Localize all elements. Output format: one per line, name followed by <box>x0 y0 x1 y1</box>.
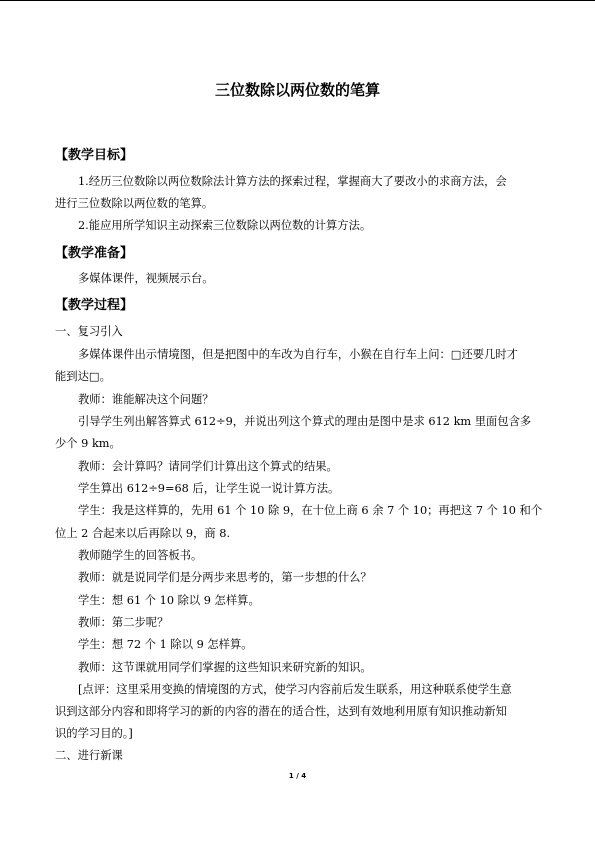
top-border-line <box>0 0 595 1</box>
comment-line: 识的学习目的。] <box>55 727 133 740</box>
prep-line: 多媒体课件，视频展示台。 <box>78 272 214 285</box>
paragraph-line: 位上 2 合起来以后再除以 9，商 8. <box>55 527 231 540</box>
paragraph-line: 学生：我是这样算的，先用 61 个 10 除 9，在十位上商 6 余 7 个 10；再把这 7 个 10 和个 <box>78 504 543 517</box>
paragraph-line: 教师：第二步呢？ <box>78 616 169 629</box>
paragraph-line: 教师：就是说同学们是分两步来思考的，第一步想的什么？ <box>78 571 372 584</box>
section-heading-review: 一、复习引入 <box>55 325 123 338</box>
paragraph-line: 能到达□。 <box>55 370 111 383</box>
paragraph-line: 学生算出 612÷9=68 后，让学生说一说计算方法。 <box>78 482 340 495</box>
heading-teaching-goals: 【教学目标】 <box>55 148 134 163</box>
page-number: 1 / 4 <box>288 772 307 780</box>
section-heading-new-lesson: 二、进行新课 <box>55 749 123 762</box>
comment-line: [点评：这里采用变换的情境图的方式，使学习内容前后发生联系，用这种联系使学生意 <box>78 683 512 696</box>
paragraph-line: 教师：会计算吗？请同学们计算出这个算式的结果。 <box>78 460 338 473</box>
paragraph-line: 多媒体课件出示情境图，但是把图中的车改为自行车，小猴在自行车上问：□还要几时才 <box>78 348 518 361</box>
goal-line-2: 进行三位数除以两位数的笔算。 <box>55 197 214 210</box>
paragraph-line: 教师：这节课就用同学们掌握的这些知识来研究新的知识。 <box>78 661 372 674</box>
goal-line-3: 2.能应用所学知识主动探索三位数除以两位数的计算方法。 <box>78 219 372 232</box>
goal-line-1: 1.经历三位数除以两位数除法计算方法的探索过程，掌握商大了要改小的求商方法，会 <box>78 175 507 188</box>
paragraph-line: 学生：想 72 个 1 除以 9 怎样算。 <box>78 638 253 651</box>
paragraph-line: 引导学生列出解答算式 612÷9，并说出列这个算式的理由是图中是求 612 km 里面包含多 <box>78 415 532 428</box>
paragraph-line: 学生：想 61 个 10 除以 9 怎样算。 <box>78 594 260 607</box>
document-title: 三位数除以两位数的笔算 <box>214 81 380 99</box>
paragraph-line: 教师：谁能解决这个问题？ <box>78 393 214 406</box>
paragraph-line: 少个 9 km。 <box>55 437 121 450</box>
paragraph-line: 教师随学生的回答板书。 <box>78 549 203 562</box>
heading-teaching-process: 【教学过程】 <box>55 298 134 313</box>
heading-teaching-prep: 【教学准备】 <box>55 246 134 261</box>
comment-line: 识到这部分内容和即将学习的新的内容的潜在的适合性，达到有效地利用原有知识推动新知 <box>55 705 507 718</box>
